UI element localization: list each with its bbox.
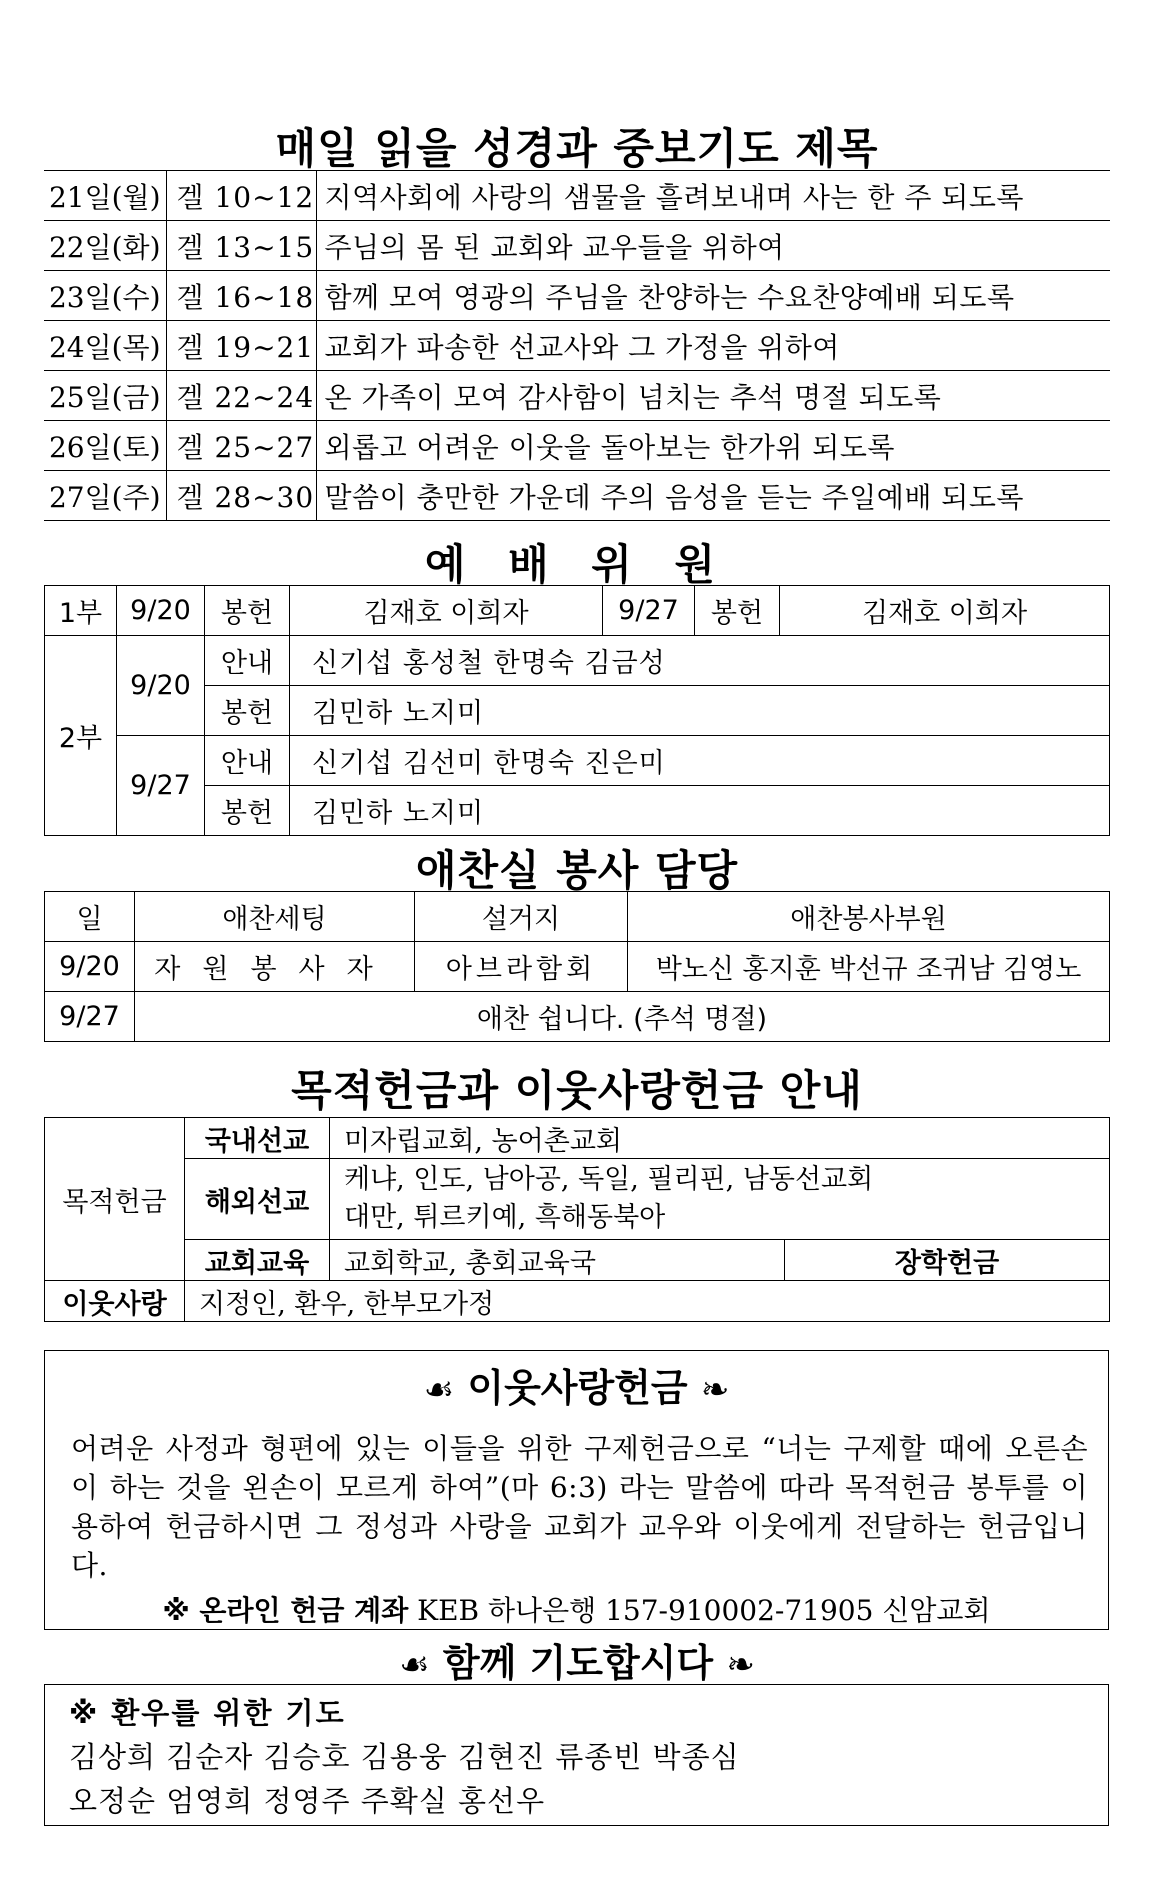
kitchen-header: 애찬세팅	[135, 892, 415, 942]
worship-names: 신기섭 김선미 한명숙 진은미	[290, 736, 1110, 786]
ornament-left-icon: ☙	[423, 1370, 455, 1410]
reading-ref: 겔 16~18	[166, 271, 316, 321]
reading-prayer: 말씀이 충만한 가운데 주의 음성을 듣는 주일예배 되도록	[316, 471, 1110, 521]
offering-row	[45, 1118, 1110, 1159]
reading-prayer: 함께 모여 영광의 주님을 찬양하는 수요찬양예배 되도록	[316, 271, 1110, 321]
reading-day: 27일(주)	[44, 471, 166, 521]
neighbor-label: 이웃사랑	[45, 1281, 185, 1322]
overseas-label: 해외선교	[185, 1159, 330, 1240]
prayer-title-text: 함께 기도합시다	[442, 1641, 714, 1685]
reading-row	[44, 421, 1110, 471]
purpose-label: 목적헌금	[45, 1118, 185, 1281]
offering-title: 목적헌금과 이웃사랑헌금 안내	[291, 1066, 863, 1115]
prayer-box	[44, 1684, 1109, 1826]
neighbor-value: 지정인, 환우, 한부모가정	[185, 1281, 1110, 1322]
reading-ref: 겔 13~15	[166, 221, 316, 271]
worship-row	[45, 686, 1110, 736]
kitchen-title: 애찬실 봉사 담당	[415, 846, 739, 895]
kitchen-row	[45, 942, 1110, 992]
worship-role: 봉헌	[695, 586, 780, 636]
neighbor-box-text: 어려운 사정과 형편에 있는 이들을 위한 구제헌금으로 “너는 구제할 때에 오른손이 하는 것을 왼손이 모르게 하여”(마 6:3) 라는 말씀에 따라 목적헌금 봉투를 이용하여 헌금하시면 그 정성과 사랑을 교회가 교우와 이웃에게 전달하는 헌금입니다.	[71, 1432, 1088, 1582]
kitchen-date: 9/27	[45, 992, 135, 1042]
reading-row	[44, 221, 1110, 271]
worship-row	[45, 636, 1110, 686]
worship-row-first	[45, 586, 1110, 636]
reading-row	[44, 271, 1110, 321]
kitchen-setting: 자원봉사자	[135, 942, 415, 992]
kitchen-members: 박노신 홍지훈 박선규 조귀남 김영노	[628, 942, 1110, 992]
worship-date: 9/27	[117, 736, 205, 836]
reading-row	[44, 471, 1110, 521]
reading-prayer: 지역사회에 사랑의 샘물을 흘려보내며 사는 한 주 되도록	[316, 171, 1110, 221]
scholarship-label: 장학헌금	[785, 1240, 1110, 1281]
reading-day: 22일(화)	[44, 221, 166, 271]
reading-table	[44, 170, 1110, 521]
prayer-names: 김상희 김순자 김승호 김용웅 김현진 류종빈 박종심	[69, 1740, 740, 1774]
kitchen-header: 설거지	[415, 892, 628, 942]
kitchen-dishes: 아브라함회	[415, 942, 628, 992]
worship-role: 봉헌	[205, 786, 290, 836]
worship-names: 김민하 노지미	[290, 686, 1110, 736]
prayer-title	[44, 1632, 1110, 1687]
online-account	[45, 1589, 1108, 1629]
kitchen-header: 애찬봉사부원	[628, 892, 1110, 942]
kitchen-row	[45, 992, 1110, 1042]
worship-date: 9/27	[603, 586, 695, 636]
reading-day: 23일(수)	[44, 271, 166, 321]
worship-names: 김민하 노지미	[290, 786, 1110, 836]
reading-row	[44, 171, 1110, 221]
worship-title: 예 배 위 원	[424, 540, 730, 589]
worship-role: 봉헌	[205, 686, 290, 736]
reading-row	[44, 371, 1110, 421]
reading-title: 매일 읽을 성경과 중보기도 제목	[275, 124, 879, 173]
offering-row	[45, 1240, 1110, 1281]
worship-row	[45, 786, 1110, 836]
kitchen-note: 애찬 쉽니다. (추석 명절)	[135, 992, 1110, 1042]
kitchen-table	[44, 891, 1110, 1042]
service-first: 1부	[45, 586, 117, 636]
overseas-line: 케냐, 인도, 남아공, 독일, 필리핀, 남동선교회	[344, 1164, 874, 1195]
domestic-value: 미자립교회, 농어촌교회	[330, 1118, 1110, 1159]
ornament-right-icon: ❧	[700, 1370, 730, 1410]
overseas-value	[330, 1159, 1110, 1240]
reading-day: 26일(토)	[44, 421, 166, 471]
worship-names: 신기섭 홍성철 한명숙 김금성	[290, 636, 1110, 686]
neighbor-offering-box	[44, 1350, 1109, 1630]
education-value: 교회학교, 총회교육국	[330, 1240, 785, 1281]
worship-role: 안내	[205, 736, 290, 786]
offering-table	[44, 1117, 1110, 1322]
kitchen-header-row	[45, 892, 1110, 942]
ornament-left-icon: ☙	[399, 1645, 430, 1685]
ornament-right-icon: ❧	[726, 1645, 755, 1685]
kitchen-header: 일	[45, 892, 135, 942]
education-label: 교회교육	[185, 1240, 330, 1281]
reading-prayer: 주님의 몸 된 교회와 교우들을 위하여	[316, 221, 1110, 271]
worship-names: 김재호 이희자	[780, 586, 1110, 636]
reading-day: 21일(월)	[44, 171, 166, 221]
prayer-names: 오정순 엄영희 정영주 주확실 홍선우	[69, 1784, 546, 1818]
worship-date: 9/20	[117, 586, 205, 636]
domestic-label: 국내선교	[185, 1118, 330, 1159]
worship-row	[45, 736, 1110, 786]
neighbor-box-title-text: 이웃사랑헌금	[467, 1366, 688, 1410]
reading-ref: 겔 25~27	[166, 421, 316, 471]
account-label: ※ 온라인 헌금 계좌	[162, 1594, 409, 1627]
worship-date: 9/20	[117, 636, 205, 736]
overseas-line: 대만, 튀르키예, 흑해동북아	[344, 1202, 666, 1233]
worship-role: 안내	[205, 636, 290, 686]
worship-role: 봉헌	[205, 586, 290, 636]
reading-row	[44, 321, 1110, 371]
reading-ref: 겔 19~21	[166, 321, 316, 371]
reading-ref: 겔 22~24	[166, 371, 316, 421]
reading-prayer: 온 가족이 모여 감사함이 넘치는 추석 명절 되도록	[316, 371, 1110, 421]
offering-row	[45, 1281, 1110, 1322]
service-second: 2부	[45, 636, 117, 836]
reading-ref: 겔 28~30	[166, 471, 316, 521]
kitchen-date: 9/20	[45, 942, 135, 992]
offering-row	[45, 1159, 1110, 1240]
neighbor-box-title	[45, 1357, 1108, 1417]
reading-ref: 겔 10~12	[166, 171, 316, 221]
reading-prayer: 교회가 파송한 선교사와 그 가정을 위하여	[316, 321, 1110, 371]
reading-prayer: 외롭고 어려운 이웃을 돌아보는 한가위 되도록	[316, 421, 1110, 471]
prayer-heading: ※ 환우를 위한 기도	[69, 1696, 346, 1730]
reading-day: 24일(목)	[44, 321, 166, 371]
account-value: KEB 하나은행 157-910002-71905 신암교회	[417, 1594, 991, 1627]
worship-table	[44, 585, 1110, 836]
reading-day: 25일(금)	[44, 371, 166, 421]
worship-names: 김재호 이희자	[290, 586, 603, 636]
